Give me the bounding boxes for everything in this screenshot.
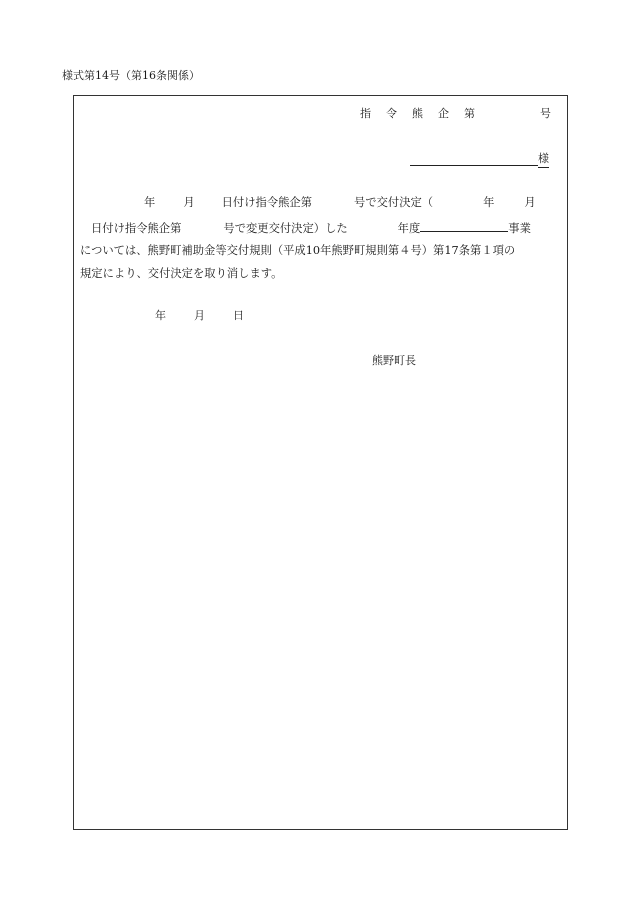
- issuer-name: 熊野町長: [372, 354, 416, 367]
- doc-number-char: 指: [360, 107, 371, 120]
- doc-number-char: 企: [438, 107, 449, 120]
- body-text: 日付け指令熊企第: [221, 196, 313, 209]
- date-month: 月: [194, 309, 205, 322]
- doc-number-char: 令: [386, 107, 397, 120]
- body-line-2: [80, 220, 531, 236]
- body-text: 年度: [397, 222, 421, 235]
- doc-number-suffix: 号: [540, 107, 551, 120]
- doc-number-char: 熊: [412, 107, 423, 120]
- body-line-1: [80, 196, 536, 210]
- body-month: 月: [183, 196, 195, 209]
- addressee-blank-line: [410, 165, 538, 166]
- body-year: 年: [483, 196, 495, 209]
- body-line-3: については、熊野町補助金等交付規則（平成10年熊野町規則第４号）第17条第１項の: [80, 244, 516, 257]
- body-text: 号で変更交付決定）した: [223, 222, 348, 235]
- date-day: 日: [233, 309, 244, 322]
- body-text: 事業: [508, 222, 531, 235]
- body-text: 号で交付決定（: [354, 196, 434, 209]
- form-label: 様式第14号（第16条関係）: [62, 69, 200, 82]
- date-year: 年: [155, 309, 166, 322]
- project-name-blank: [420, 220, 508, 232]
- body-text: 日付け指令熊企第: [91, 222, 182, 235]
- document-number: [360, 107, 551, 121]
- body-month: 月: [524, 196, 536, 209]
- body-line-4: 規定により、交付決定を取り消します。: [80, 267, 283, 280]
- addressee-suffix: 様: [538, 152, 549, 168]
- body-year: 年: [144, 196, 156, 209]
- date-line: [155, 309, 244, 323]
- doc-number-char: 第: [464, 107, 475, 120]
